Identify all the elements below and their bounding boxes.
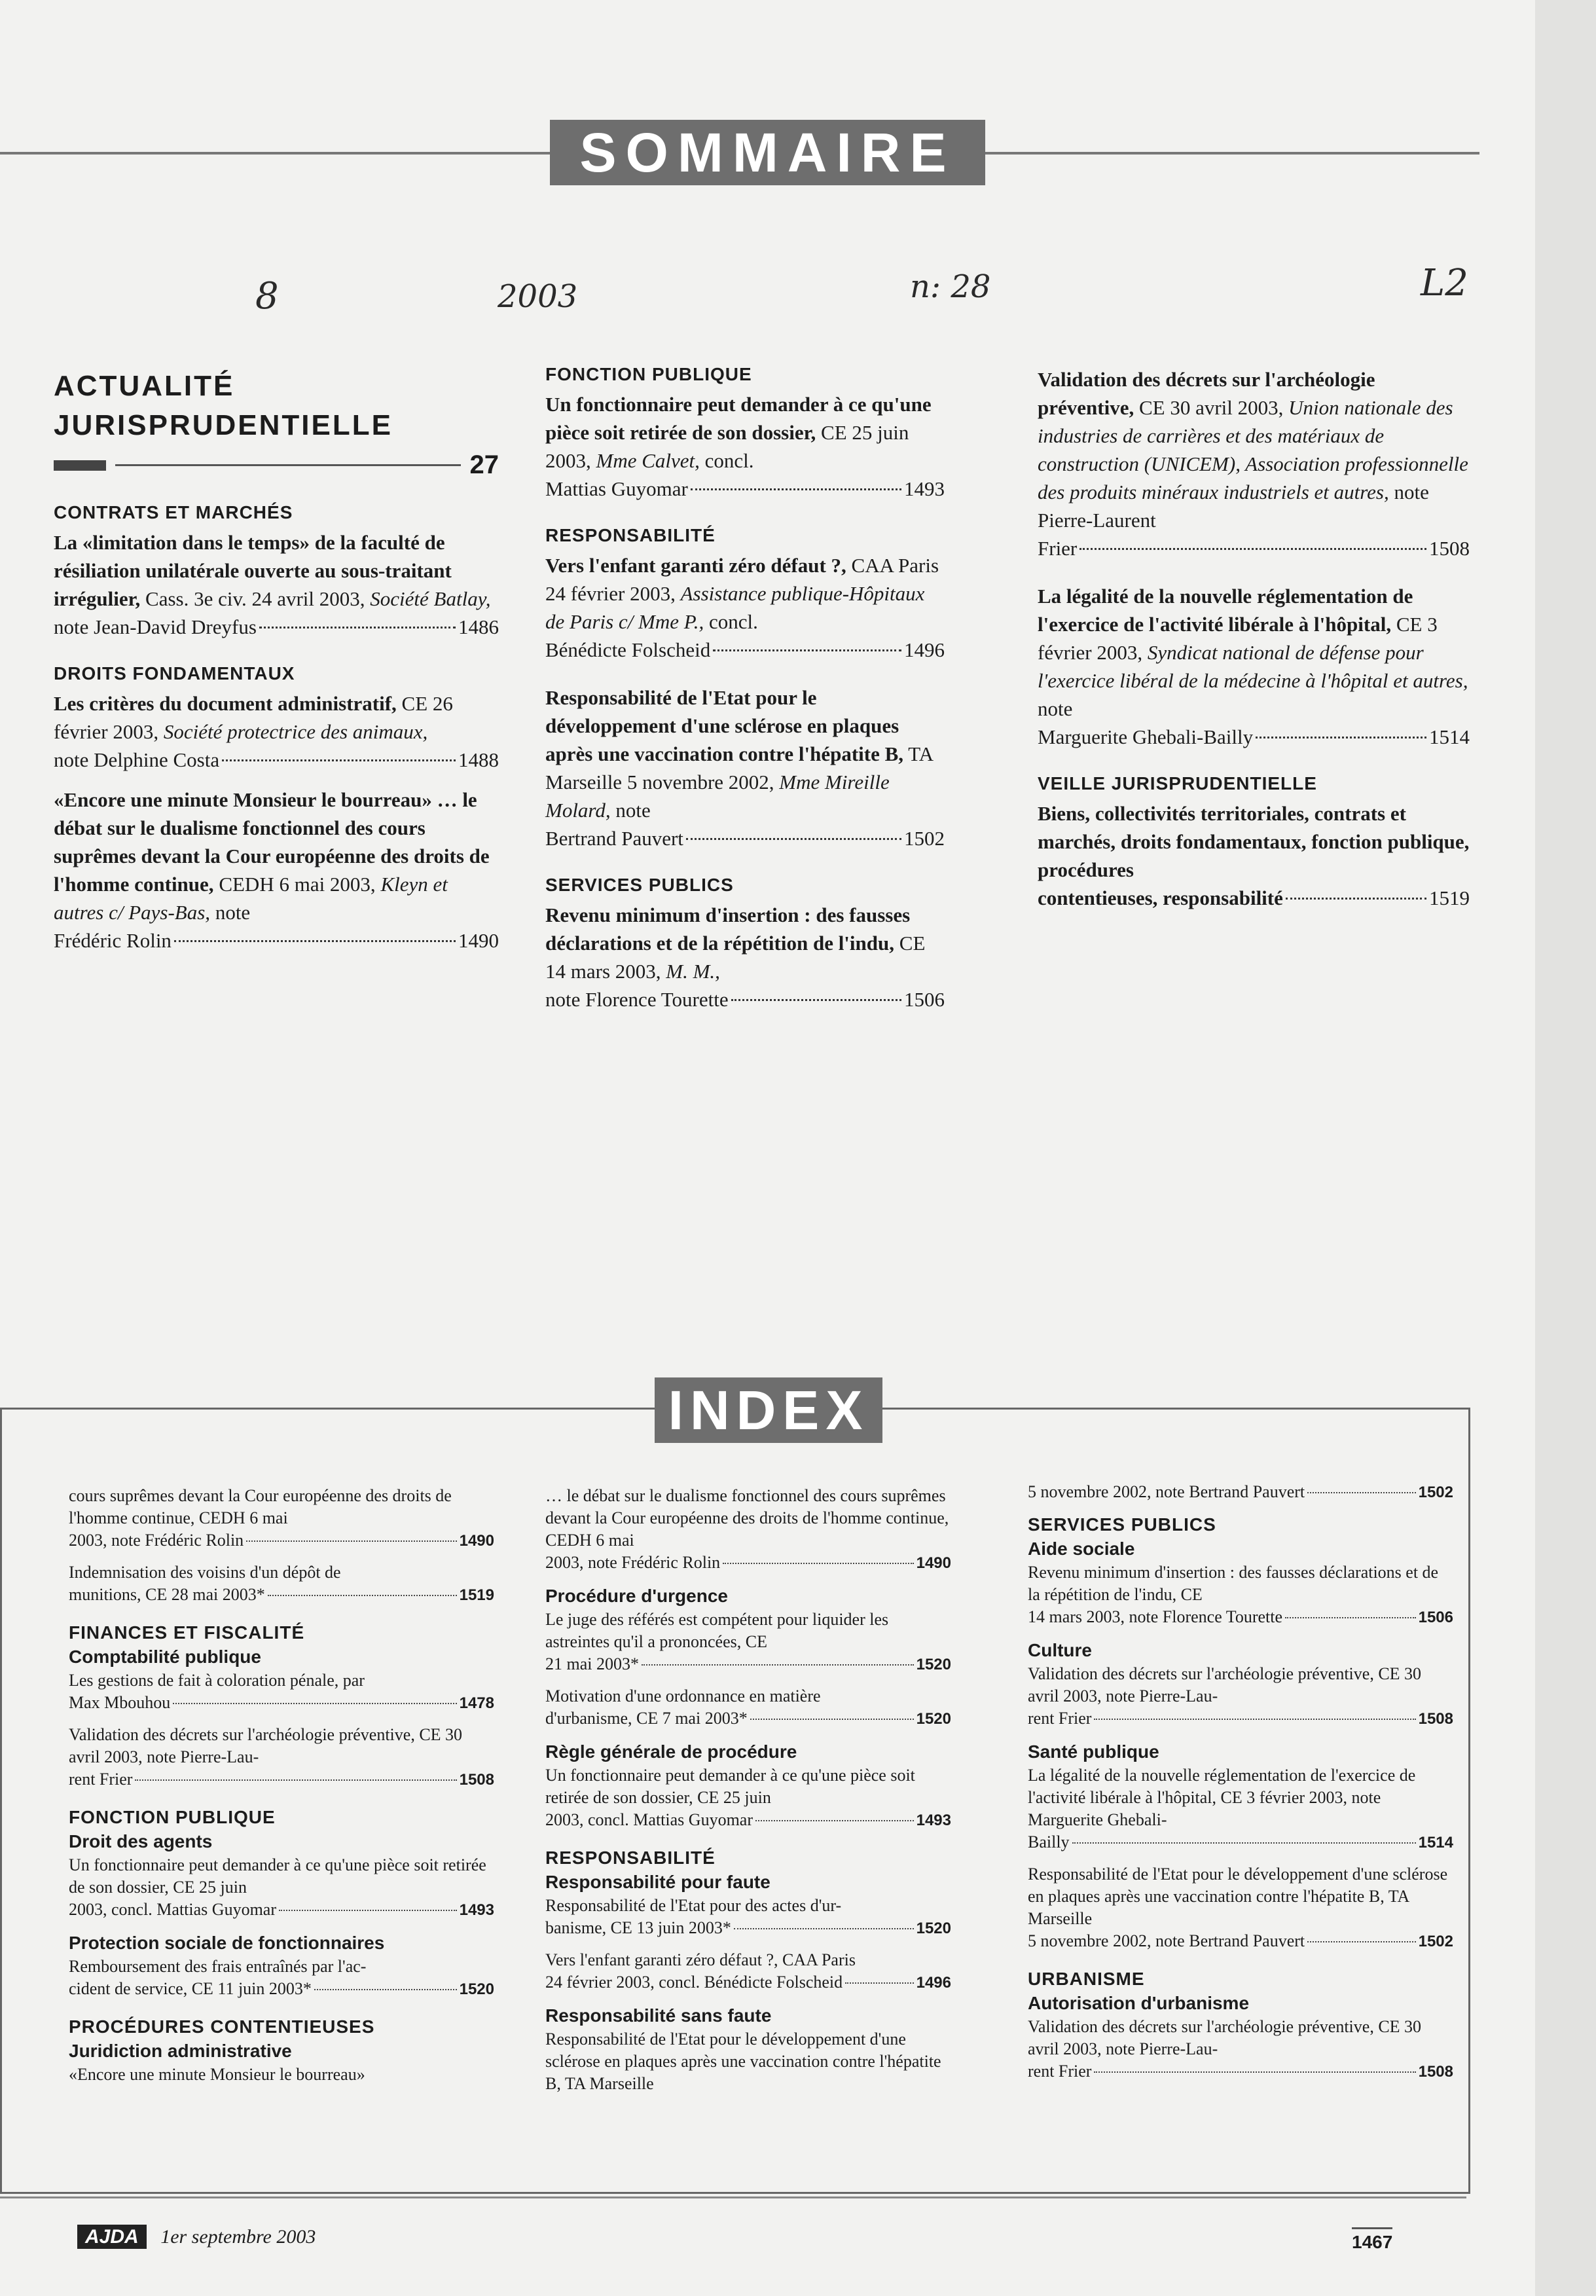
index-entry[interactable]: Responsabilité de l'Etat pour des actes d'ur- banisme, CE 13 juin 2003* 1520	[545, 1895, 951, 1940]
handwritten-code: L2	[1421, 262, 1468, 304]
category-heading: VEILLE JURISPRUDENTIELLE	[1038, 773, 1317, 793]
index-entry[interactable]: Indemnisation des voisins d'un dépôt de munitions, CE 28 mai 2003* 1519	[69, 1561, 494, 1607]
toc-entry[interactable]: Biens, collectivités territoriales, contrats et marchés, droits fondamentaux, fonction publique, procédures contentieuses, responsabilité 1519	[1038, 799, 1470, 912]
index-subcategory: Santé publique	[1028, 1741, 1159, 1762]
index-subcategory: Responsabilité sans faute	[545, 2005, 772, 2026]
category-heading: FONCTION PUBLIQUE	[545, 364, 752, 384]
page-ref: 1508	[1418, 2063, 1453, 2081]
category-heading: CONTRATS ET MARCHÉS	[54, 502, 293, 522]
index-entry[interactable]: Revenu minimum d'insertion : des fausses déclarations et de la répétition de l'indu, CE 14 mars 2003, note Florence Tourette 1506	[1028, 1561, 1453, 1629]
page-ref: 1506	[1418, 1609, 1453, 1626]
page-edge-shadow	[1535, 0, 1596, 2296]
page-ref: 1502	[1418, 1484, 1453, 1501]
page-ref: 1508	[459, 1771, 494, 1789]
index-column-1	[69, 1485, 494, 2095]
index-entry[interactable]: Vers l'enfant garanti zéro défaut ?, CAA Paris 24 février 2003, concl. Bénédicte Folscheid 1496	[545, 1949, 951, 1994]
page-ref: 1486	[458, 615, 499, 638]
page-ref: 1493	[459, 1901, 494, 1919]
sommaire-column-3	[1038, 365, 1470, 924]
journal-logo: AJDA	[77, 2225, 147, 2249]
sommaire-banner: SOMMAIRE	[550, 120, 985, 185]
index-entry[interactable]: Responsabilité de l'Etat pour le développement d'une sclérose en plaques après une vaccination contre l'hépatite B, TA Marseille 5 novembre 2002, note Bertrand Pauvert 1502	[1028, 1863, 1453, 1953]
toc-entry[interactable]: La légalité de la nouvelle réglementation de l'exercice de l'activité libérale à l'hôpital, CE 3 février 2003, Syndicat national de défense pour l'exercice libéral de la médecine à l'hôpital et autres, note Marguerite Ghebali-Bailly 1514	[1038, 582, 1470, 751]
index-entry[interactable]: Un fonctionnaire peut demander à ce qu'une pièce soit retirée de son dossier, CE 25 juin 2003, concl. Mattias Guyomar 1493	[545, 1764, 951, 1832]
index-entry[interactable]: Validation des décrets sur l'archéologie préventive, CE 30 avril 2003, note Pierre-Lau- rent Frier 1508	[1028, 2016, 1453, 2083]
page-ref: 1502	[1418, 1933, 1453, 1950]
index-banner: INDEX	[655, 1377, 882, 1443]
index-category: PROCÉDURES CONTENTIEUSES	[69, 2016, 375, 2037]
index-subcategory: Comptabilité publique	[69, 1647, 261, 1667]
header-rule-left	[0, 152, 556, 155]
page-ref: 1496	[916, 1974, 951, 1992]
index-entry[interactable]: Motivation d'une ordonnance en matière d'urbanisme, CE 7 mai 2003* 1520	[545, 1685, 951, 1730]
index-subcategory: Culture	[1028, 1640, 1092, 1660]
page-ref: 1493	[916, 1812, 951, 1829]
index-category: FONCTION PUBLIQUE	[69, 1807, 276, 1827]
toc-entry[interactable]: Un fonctionnaire peut demander à ce qu'une pièce soit retirée de son dossier, CE 25 juin 2003, Mme Calvet, concl. Mattias Guyomar 1493	[545, 390, 945, 503]
page-ref: 1520	[916, 1920, 951, 1937]
page-ref: 1508	[1429, 537, 1470, 560]
page-ref: 1490	[458, 929, 499, 952]
handwritten-year: 2003	[498, 278, 578, 315]
category-heading: SERVICES PUBLICS	[545, 875, 734, 895]
index-subcategory: Juridiction administrative	[69, 2041, 292, 2061]
index-entry[interactable]: «Encore une minute Monsieur le bourreau»	[69, 2065, 365, 2084]
footer-rule	[0, 2196, 1466, 2198]
page-ref: 1488	[458, 748, 499, 771]
index-column-2	[545, 1485, 951, 2104]
page-ref: 1490	[916, 1554, 951, 1572]
sommaire-column-1	[54, 367, 499, 966]
index-subcategory: Responsabilité pour faute	[545, 1872, 771, 1892]
index-category: URBANISME	[1028, 1969, 1145, 1989]
index-column-3	[1028, 1481, 1453, 2092]
toc-entry[interactable]: Responsabilité de l'Etat pour le développement d'une sclérose en plaques après une vaccination contre l'hépatite B, TA Marseille 5 novembre 2002, Mme Mireille Molard, note Bertrand Pauvert 1502	[545, 683, 945, 852]
page-ref: 1519	[1429, 886, 1470, 909]
index-entry[interactable]: 5 novembre 2002, note Bertrand Pauvert 1502	[1028, 1481, 1453, 1504]
page-ref: 1520	[459, 1980, 494, 1998]
index-category: FINANCES ET FISCALITÉ	[69, 1622, 305, 1643]
toc-entry[interactable]: Revenu minimum d'insertion : des fausses déclarations et de la répétition de l'indu, CE 14 mars 2003, M. M., note Florence Tourette 1506	[545, 901, 945, 1013]
index-entry[interactable]: Responsabilité de l'Etat pour le développement d'une sclérose en plaques après une vaccination contre l'hépatite B, TA Marseille	[545, 2030, 941, 2093]
index-subcategory: Règle générale de procédure	[545, 1741, 797, 1762]
handwritten-issue: n: 28	[910, 268, 991, 305]
toc-entry[interactable]: Validation des décrets sur l'archéologie préventive, CE 30 avril 2003, Union nationale des industries de carrières et des matériaux de construction (UNICEM), Association professionnelle des produits minéraux industriels et autres, note Pierre-Laurent Frier 1508	[1038, 365, 1470, 562]
section-page-number: 27	[469, 450, 499, 479]
section-title-line2: JURISPRUDENTIELLE	[54, 409, 393, 441]
page-ref: 1520	[916, 1710, 951, 1728]
index-entry[interactable]: Validation des décrets sur l'archéologie préventive, CE 30 avril 2003, note Pierre-Lau- rent Frier 1508	[69, 1724, 494, 1791]
page-ref: 1502	[904, 827, 945, 850]
footer-brand-area	[77, 2226, 316, 2248]
header-rule-right	[982, 152, 1479, 155]
page-ref: 1493	[904, 477, 945, 500]
section-bar-mark	[54, 460, 106, 471]
page-number: 1467	[1352, 2227, 1392, 2253]
index-subcategory: Protection sociale de fonctionnaires	[69, 1933, 385, 1953]
toc-entry[interactable]: Les critères du document administratif, CE 26 février 2003, Société protectrice des animaux, note Delphine Costa 1488	[54, 689, 499, 774]
index-entry[interactable]: Le juge des référés est compétent pour liquider les astreintes qu'il a prononcées, CE 21 mai 2003* 1520	[545, 1609, 951, 1676]
page-ref: 1478	[459, 1694, 494, 1712]
index-entry[interactable]: Remboursement des frais entraînés par l'ac- cident de service, CE 11 juin 2003* 1520	[69, 1956, 494, 2001]
toc-entry[interactable]: «Encore une minute Monsieur le bourreau» … le débat sur le dualisme fonctionnel des cours suprêmes devant la Cour européenne des droits de l'homme continue, CEDH 6 mai 2003, Kleyn et autres c/ Pays-Bas, note Frédéric Rolin 1490	[54, 786, 499, 955]
index-subcategory: Droit des agents	[69, 1831, 213, 1851]
index-entry[interactable]: Les gestions de fait à coloration pénale, par Max Mbouhou 1478	[69, 1669, 494, 1715]
category-heading: RESPONSABILITÉ	[545, 525, 716, 545]
index-entry[interactable]: cours suprêmes devant la Cour européenne des droits de l'homme continue, CEDH 6 mai 2003, note Frédéric Rolin 1490	[69, 1485, 494, 1552]
index-entry[interactable]: La légalité de la nouvelle réglementation de l'exercice de l'activité libérale à l'hôpital, CE 3 février 2003, note Marguerite Ghebali- Bailly 1514	[1028, 1764, 1453, 1854]
page-ref: 1490	[459, 1532, 494, 1550]
section-title-line1: ACTUALITÉ	[54, 370, 235, 402]
section-rule	[54, 450, 499, 480]
index-subcategory: Autorisation d'urbanisme	[1028, 1993, 1250, 2013]
index-subcategory: Aide sociale	[1028, 1539, 1135, 1559]
toc-entry[interactable]: La «limitation dans le temps» de la faculté de résiliation unilatérale ouverte au sous-traitant irrégulier, Cass. 3e civ. 24 avril 2003, Société Batlay, note Jean-David Dreyfus 1486	[54, 528, 499, 641]
section-bar-line	[115, 464, 461, 466]
toc-entry[interactable]: Vers l'enfant garanti zéro défaut ?, CAA Paris 24 février 2003, Assistance publique-Hôpitaux de Paris c/ Mme P., concl. Bénédicte Folscheid 1496	[545, 551, 945, 664]
page-ref: 1496	[904, 638, 945, 661]
sommaire-column-2	[545, 364, 945, 1025]
page-ref: 1519	[459, 1586, 494, 1604]
issue-date: 1er septembre 2003	[160, 2226, 316, 2248]
index-entry[interactable]: Validation des décrets sur l'archéologie préventive, CE 30 avril 2003, note Pierre-Lau- rent Frier 1508	[1028, 1663, 1453, 1730]
category-heading: DROITS FONDAMENTAUX	[54, 663, 295, 683]
page-ref: 1508	[1418, 1710, 1453, 1728]
page-ref: 1520	[916, 1656, 951, 1673]
index-entry[interactable]: Un fonctionnaire peut demander à ce qu'une pièce soit retirée de son dossier, CE 25 juin 2003, concl. Mattias Guyomar 1493	[69, 1854, 494, 1922]
page-ref: 1514	[1418, 1834, 1453, 1851]
index-entry[interactable]: … le débat sur le dualisme fonctionnel des cours suprêmes devant la Cour européenne des droits de l'homme continue, CEDH 6 mai 2003, note Frédéric Rolin 1490	[545, 1485, 951, 1575]
index-category: SERVICES PUBLICS	[1028, 1514, 1216, 1535]
index-category: RESPONSABILITÉ	[545, 1848, 716, 1868]
handwritten-volume: 8	[255, 275, 279, 318]
page-ref: 1514	[1429, 725, 1470, 748]
page-ref: 1506	[904, 988, 945, 1011]
index-subcategory: Procédure d'urgence	[545, 1586, 728, 1606]
